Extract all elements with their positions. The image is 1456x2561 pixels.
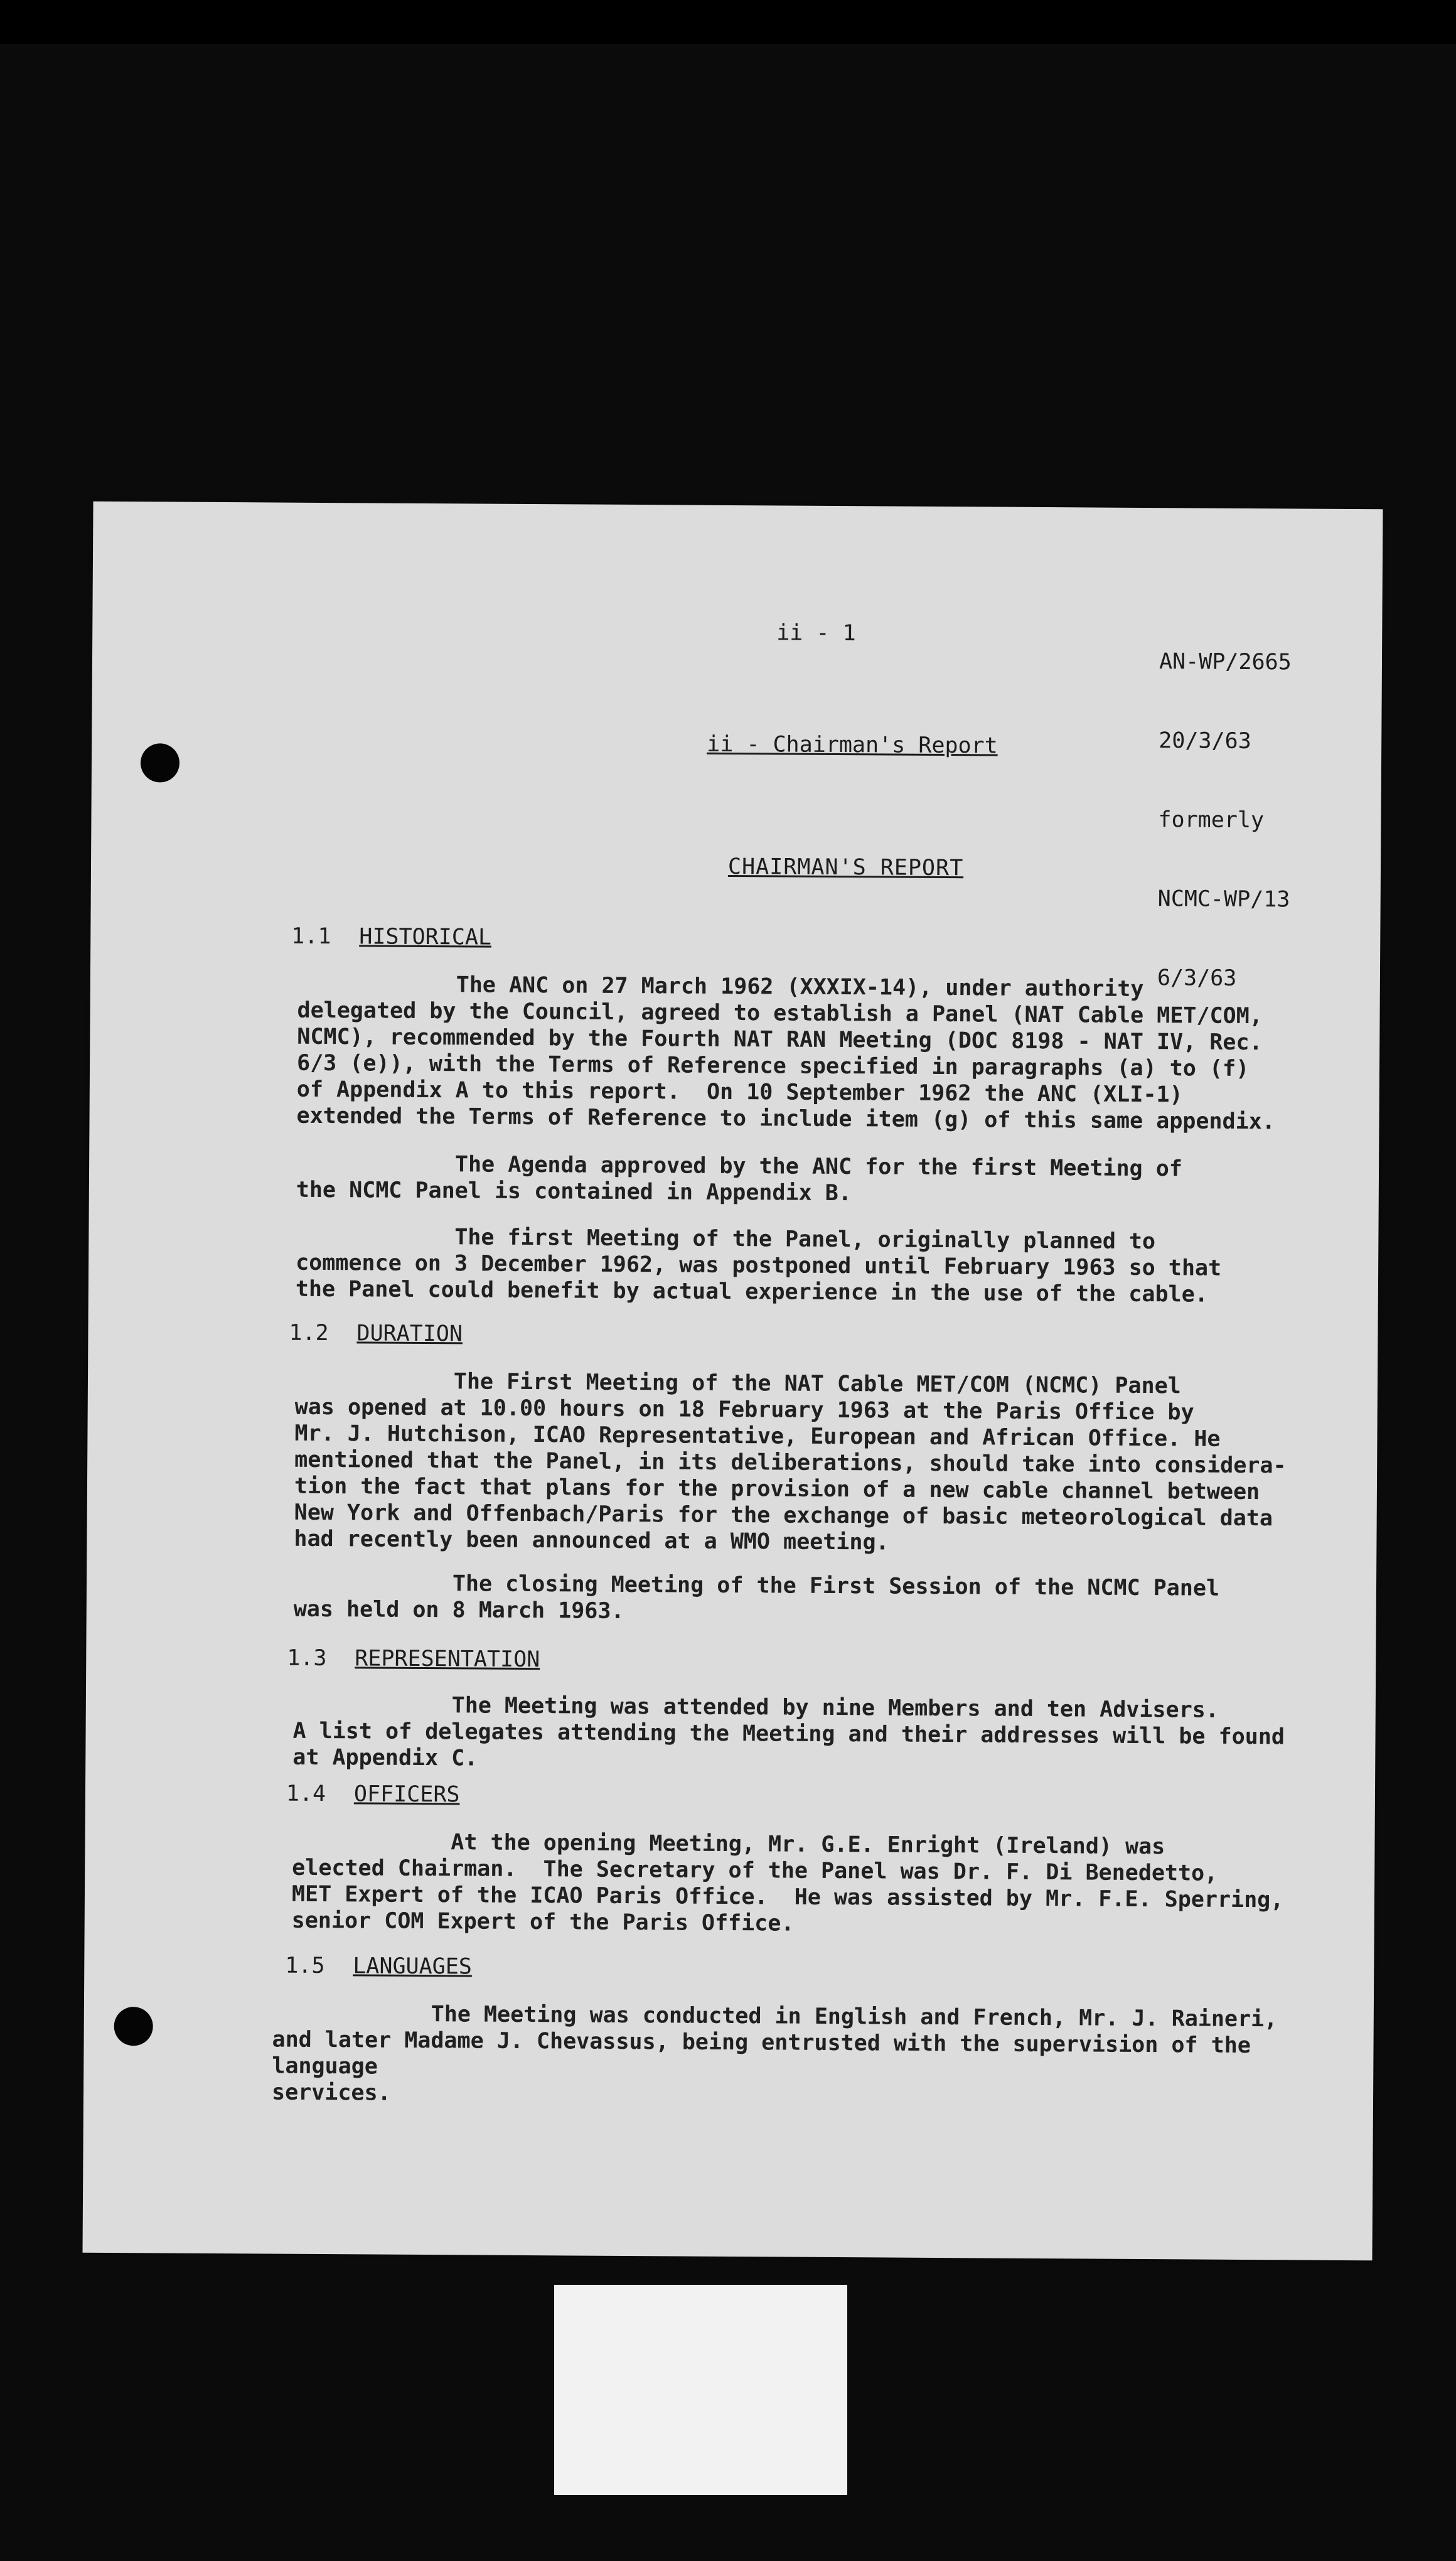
report-title: CHAIRMAN'S REPORT (727, 854, 964, 881)
punch-hole-top (141, 743, 179, 782)
section-paragraph: The ANC on 27 March 1962 (XXXIX-14), under authority delegated by the Council, agreed to establish a Panel (NAT Cable MET/COM, NCMC), recommended by the Fourth NAT RAN Meeting (DOC 8198 - NAT IV, Rec. 6/3 (e)), with the Terms of Reference specified in paragraphs (a) to (f) of Appendix A to this report. On 10 September 1962 the ANC (XLI-1) extended the Terms of Reference to include item (g) of this same appendix. (296, 971, 1275, 1135)
film-label-blank (554, 2285, 847, 2495)
running-header: ii - Chairman's Report (707, 731, 998, 759)
section-heading (287, 1645, 540, 1673)
section-paragraph: The Meeting was conducted in English and French, Mr. J. Raineri, and later Madame J. Chevassus, being entrusted with the supervision of the language services. (271, 2000, 1278, 2106)
section-number: 1.1 (291, 923, 331, 950)
reference-line: AN-WP/2665 (1159, 649, 1292, 675)
film-border (0, 0, 1456, 44)
section-number: 1.2 (289, 1320, 329, 1346)
section-heading (285, 1953, 472, 1980)
punch-hole-bottom (114, 2007, 153, 2046)
section-number: 1.3 (287, 1645, 327, 1672)
document-page (82, 502, 1383, 2261)
section-paragraph: The Meeting was attended by nine Members and ten Advisers. A list of delegates attending the Meeting and their addresses will be found at Appendix C. (292, 1692, 1285, 1771)
section-heading (291, 923, 491, 951)
section-paragraph: The closing Meeting of the First Session of the NCMC Panel was held on 8 March 1963. (293, 1570, 1220, 1624)
section-heading (286, 1781, 460, 1808)
section-paragraph: The First Meeting of the NAT Cable MET/COM (NCMC) Panel was opened at 10.00 hours on 18 February 1963 at the Paris Office by Mr. J. Hutchison, ICAO Representative, European and African Office. He mentioned that the Panel, in its deliberations, should take into considera- tion the fact that plans for the provision of a new cable channel between New York and Offenbach/Paris for the exchange of basic meteorological data had recently been announced at a WMO meeting. (294, 1368, 1287, 1555)
page-number: ii - 1 (776, 620, 856, 647)
section-paragraph: At the opening Meeting, Mr. G.E. Enright (Ireland) was elected Chairman. The Secretary of the Panel was Dr. F. Di Benedetto, MET Expert of the ICAO Paris Office. He was assisted by Mr. F.E. Sperring, senior COM Expert of the Paris Office. (291, 1828, 1284, 1936)
section-title: REPRESENTATION (355, 1646, 540, 1673)
reference-line: 20/3/63 (1159, 728, 1251, 754)
section-heading (289, 1320, 463, 1348)
section-paragraph: The Agenda approved by the ANC for the first Meeting of the NCMC Panel is contained in Appendix B. (296, 1151, 1183, 1206)
reference-line: NCMC-WP/13 (1157, 886, 1290, 913)
section-number: 1.4 (286, 1781, 326, 1807)
section-title: HISTORICAL (359, 924, 492, 950)
section-title: DURATION (356, 1321, 463, 1347)
reference-line: 6/3/63 (1157, 965, 1237, 991)
reference-line: formerly (1158, 807, 1265, 834)
section-title: LANGUAGES (353, 1953, 473, 1980)
section-number: 1.5 (285, 1953, 325, 1979)
section-paragraph: The first Meeting of the Panel, originally planned to commence on 3 December 1962, was postponed until February 1963 so that the Panel could benefit by actual experience in the use of the cable. (295, 1223, 1222, 1307)
section-title: OFFICERS (353, 1781, 460, 1808)
